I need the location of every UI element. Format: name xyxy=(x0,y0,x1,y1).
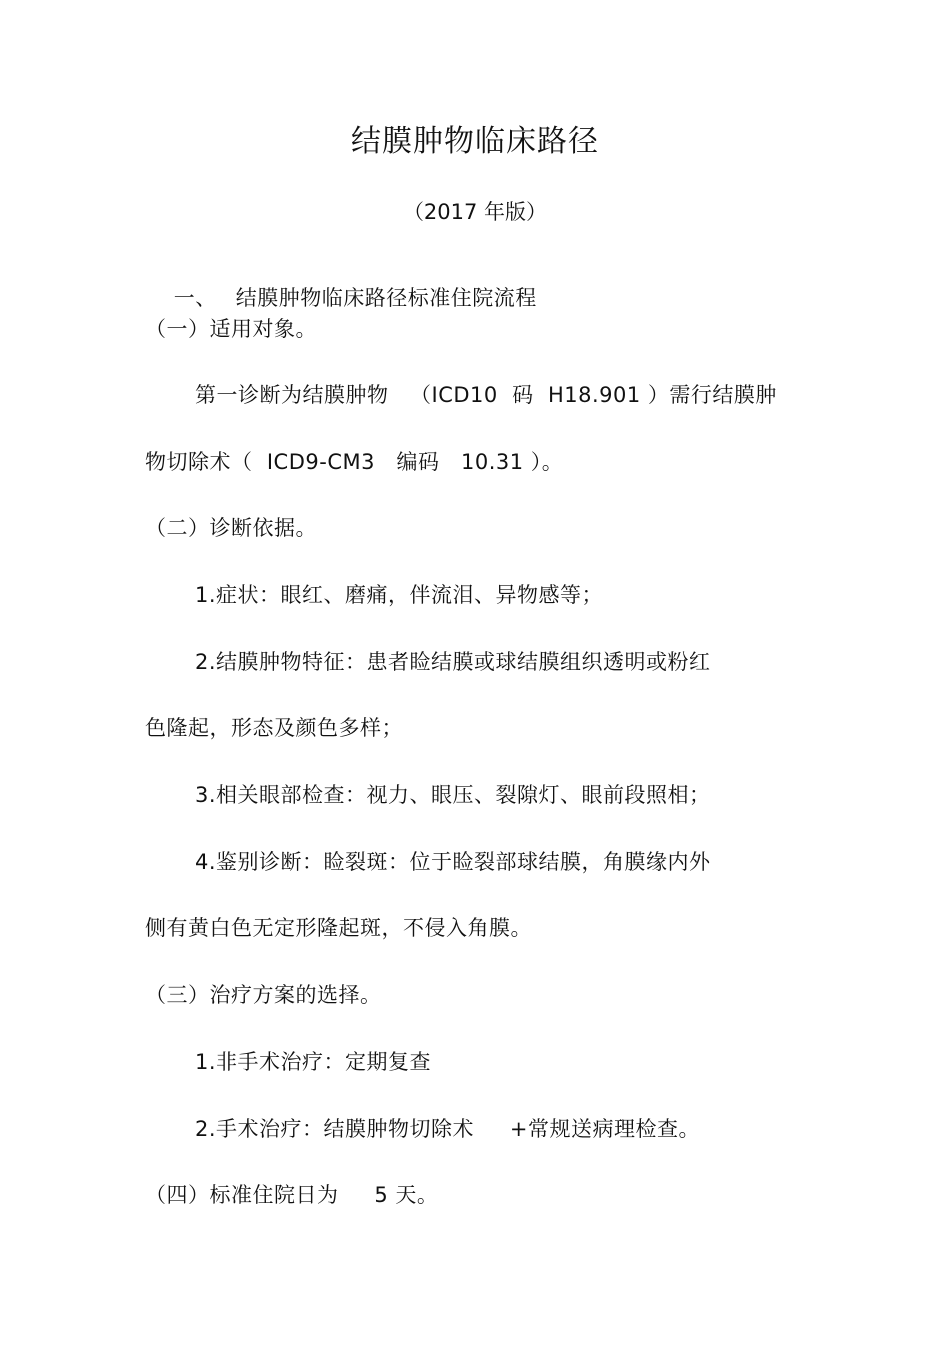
list-item: 1.非手术治疗：定期复查 xyxy=(195,1050,432,1074)
list-item: 4.鉴别诊断：睑裂斑：位于睑裂部球结膜，角膜缘内外 xyxy=(195,850,711,874)
subsection-heading-applicable: （一）适用对象。 xyxy=(145,317,317,341)
list-item: 1.症状：眼红、磨痛，伴流泪、异物感等； xyxy=(195,583,604,607)
list-item: 2.结膜肿物特征：患者睑结膜或球结膜组织透明或粉红 xyxy=(195,650,711,674)
paragraph-line: 物切除术（ ICD9-CM3 编码 10.31 ）。 xyxy=(145,450,564,474)
list-item: 2.手术治疗：结膜肿物切除术 +常规送病理检查。 xyxy=(195,1117,701,1141)
subsection-heading-diagnosis: （二）诊断依据。 xyxy=(145,516,317,540)
section-title: 结膜肿物临床路径标准住院流程 xyxy=(235,286,537,310)
paragraph-line: 第一诊断为结膜肿物 （ICD10 码 H18.901 ）需行结膜肿 xyxy=(195,383,777,407)
section-number: 一、 xyxy=(173,286,217,310)
document-title: 结膜肿物临床路径 xyxy=(351,124,599,159)
subsection-heading-stay: （四）标准住院日为 5 天。 xyxy=(145,1183,439,1207)
subsection-heading-treatment: （三）治疗方案的选择。 xyxy=(145,983,382,1007)
edition-label: （2017 年版） xyxy=(402,200,548,224)
paragraph-line: 侧有黄白色无定形隆起斑，不侵入角膜。 xyxy=(145,916,532,940)
paragraph-line: 色隆起，形态及颜色多样； xyxy=(145,716,403,740)
list-item: 3.相关眼部检查：视力、眼压、裂隙灯、眼前段照相； xyxy=(195,783,711,807)
